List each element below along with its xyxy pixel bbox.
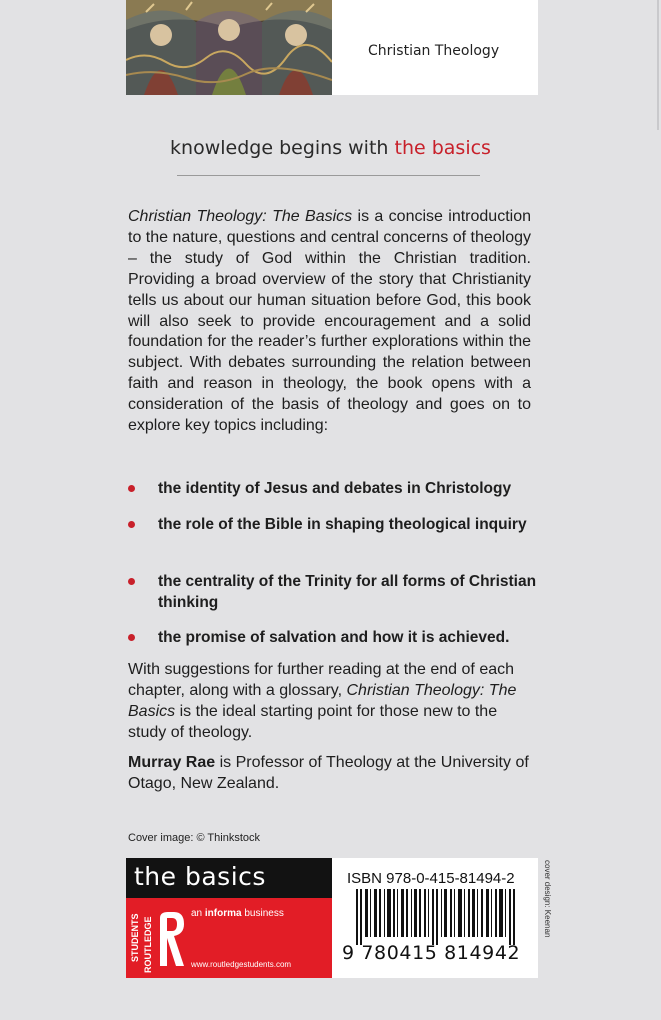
bullet-icon	[128, 578, 135, 585]
cover-design-credit: cover design: Keenan	[543, 860, 552, 938]
series-title: Christian Theology	[368, 43, 500, 59]
tagline-divider	[177, 175, 480, 176]
bullet-icon	[128, 521, 135, 528]
book-description	[128, 207, 531, 437]
topic-text: the promise of salvation and how it is achieved.	[158, 629, 510, 646]
cover-image-credit: Cover image: © Thinkstock	[128, 832, 261, 844]
author-bio-text: is Professor of Theology at the University of Otago, New Zealand.	[128, 754, 529, 792]
series-label: the basics	[134, 862, 266, 891]
bullet-icon	[128, 634, 135, 641]
topic-text: the centrality of the Trinity for all forms of Christian thinking	[158, 573, 537, 611]
topic-text: the role of the Bible in shaping theological inquiry	[158, 516, 527, 533]
informa-suffix: business	[241, 908, 284, 919]
description-title: Christian Theology: The Basics	[128, 208, 353, 225]
informa-business-text	[191, 908, 284, 919]
closing-after: is the ideal starting point for those new to the study of theology.	[128, 703, 498, 741]
barcode-digits: 9 780415 814942	[342, 942, 521, 964]
students-vertical-text: STUDENTS	[130, 913, 140, 963]
closing-title: Christian Theology: The Basics	[128, 682, 517, 720]
stained-glass-cover-image	[126, 0, 332, 95]
description-body: is a concise introduction to the nature, questions and central concerns of theology – the study of God within the Christian tradition. Providing a broad overview of the story that Christianity tells us about our human situation before God, this book will also seek to provide encouragement and a solid foundation for the reader’s further explorations within the subject. With debates surrounding the relation between faith and reason in theology, the book opens with a consideration of the basis of theology and goes on to explore key topics including:	[128, 208, 531, 435]
bullet-icon	[128, 485, 135, 492]
author-name: Murray Rae	[128, 754, 216, 771]
tagline	[0, 137, 661, 159]
tagline-highlight: the basics	[394, 137, 491, 159]
informa-prefix: an	[191, 908, 205, 919]
routledge-vertical-text: ROUTLEDGE	[143, 916, 153, 973]
isbn-text: ISBN 978-0-415-81494-2	[347, 870, 515, 887]
topic-text: the identity of Jesus and debates in Christology	[158, 480, 512, 497]
closing-before: With suggestions for further reading at the end of each chapter, along with a glossary,	[128, 661, 515, 699]
closing-paragraph	[128, 659, 533, 743]
author-bio	[128, 752, 533, 794]
informa-name: informa	[204, 908, 242, 919]
barcode-bars	[356, 889, 522, 950]
routledge-logo-icon	[156, 912, 186, 971]
page-edge-line	[657, 0, 659, 130]
tagline-prefix: knowledge begins with	[170, 137, 395, 159]
publisher-url: www.routledgestudents.com	[191, 960, 292, 969]
